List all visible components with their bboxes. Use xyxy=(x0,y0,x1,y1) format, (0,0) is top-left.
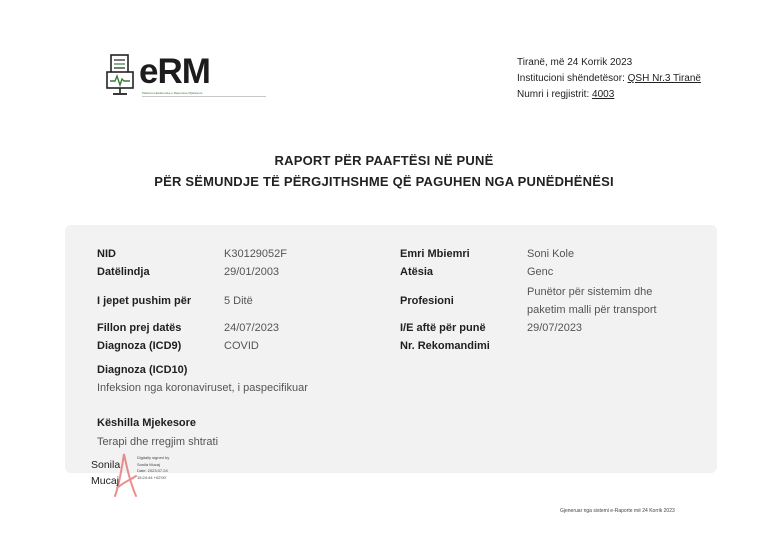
report-subtitle: PËR SËMUNDJE TË PËRGJITHSHME QË PAGUHEN NGA PUNËDHËNËSI xyxy=(154,174,614,189)
signer-first-name: Sonila xyxy=(91,459,121,471)
name-value: Soni Kole xyxy=(527,248,575,260)
advice-value: Terapi dhe rregjim shtrati xyxy=(97,436,219,448)
icd9-label: Diagnoza (ICD9) xyxy=(97,340,182,352)
report-title: RAPORT PËR PAAFTËSI NË PUNË xyxy=(274,153,494,168)
profession-label: Profesioni xyxy=(400,295,454,307)
advice-label: Këshilla Mjekesore xyxy=(97,417,197,429)
nid-value: K30129052F xyxy=(224,248,287,260)
recommendation-number-label: Nr. Rekomandimi xyxy=(400,340,490,352)
start-label: Fillon prej datës xyxy=(97,322,182,334)
birth-value: 29/01/2003 xyxy=(224,266,280,278)
place-date: Tiranë, më 24 Korrik 2023 xyxy=(517,57,633,68)
name-label: Emri Mbiemri xyxy=(400,248,470,260)
birth-label: Datëlindja xyxy=(97,266,150,278)
signature-details xyxy=(137,455,169,481)
logo-tagline: Platforma Elektronike e Raporteve Mjekësore xyxy=(142,91,203,95)
signature-line-2: Sonila Mucaj xyxy=(137,461,160,467)
erm-logo xyxy=(106,52,268,100)
registry-label: Numri i regjistrit: xyxy=(517,89,590,100)
start-value: 24/07/2023 xyxy=(224,322,280,334)
registry-value: 4003 xyxy=(592,89,615,100)
logo-text: eRM xyxy=(139,52,210,91)
icd10-value: Infeksion nga koronaviruset, i paspecifikuar xyxy=(97,382,308,394)
signature-line-3: Date: 2023.07.24 xyxy=(137,468,168,473)
generated-footer: Gjeneruar nga sistemi e-Raporte më 24 Korrik 2023 xyxy=(560,508,675,514)
institution-value: QSH Nr.3 Tiranë xyxy=(627,73,701,84)
leave-value: 5 Ditë xyxy=(224,295,253,307)
fit-label: I/E aftë për punë xyxy=(400,322,486,334)
fit-value: 29/07/2023 xyxy=(527,322,583,334)
nid-label: NID xyxy=(97,248,116,260)
signature-line-1: Digitally signed by xyxy=(137,455,170,460)
icd10-label: Diagnoza (ICD10) xyxy=(97,364,188,376)
logo-divider xyxy=(142,96,266,97)
signer-last-name: Mucaj xyxy=(91,475,120,487)
icd9-value: COVID xyxy=(224,340,259,352)
profession-value: Punëtor për sistemim dhe paketim malli për transport xyxy=(527,286,657,316)
registry-line xyxy=(517,89,614,100)
signature-line-4: 15:24:44 +02'00' xyxy=(137,474,167,480)
institution-label: Institucioni shëndetësor: xyxy=(517,73,625,84)
father-label: Atësia xyxy=(400,266,434,278)
computer-report-icon xyxy=(106,54,136,96)
institution-line xyxy=(517,73,701,84)
leave-label: I jepet pushim për xyxy=(97,295,192,307)
father-value: Genc xyxy=(527,266,554,278)
